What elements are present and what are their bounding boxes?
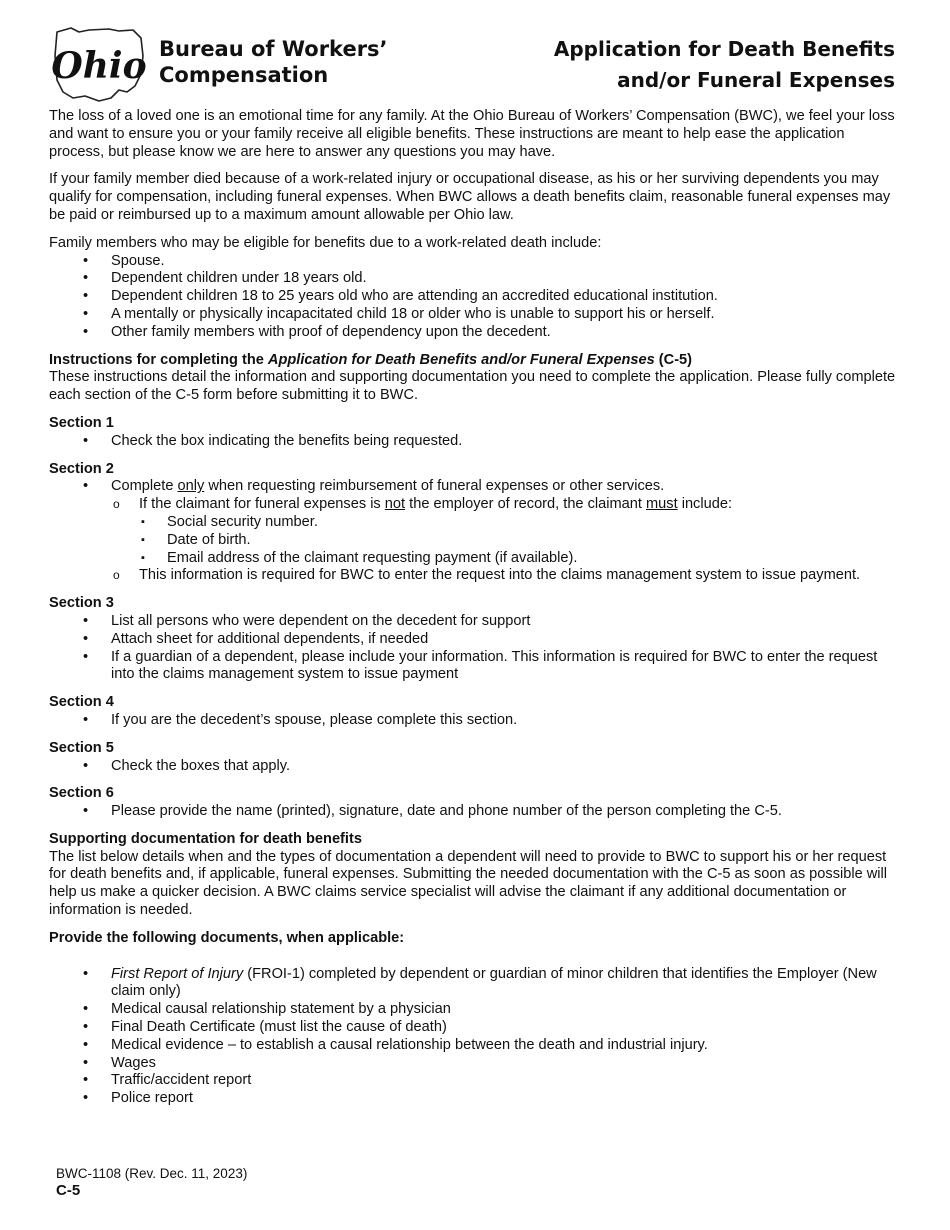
list-item: • Other family members with proof of dependency upon the decedent. [111,324,899,342]
section-5-list [49,758,899,776]
header [49,26,899,108]
list-item: • A mentally or physically incapacitated child 18 or older who is unable to support his or herself. [111,306,899,324]
footer [56,1165,247,1199]
list-item: o This information is required for BWC to enter the request into the claims management system to issue payment. [139,567,899,585]
section-4-heading: Section 4 [49,694,114,711]
section-5-heading: Section 5 [49,739,114,756]
list-item: • Dependent children under 18 years old. [111,270,899,288]
section-2-sublist [111,496,899,585]
instructions-heading: Instructions for completing the Application for Death Benefits and/or Funeral Expenses (C-5) [49,351,693,368]
list-item: • If you are the decedent’s spouse, please complete this section. [111,712,899,730]
documents-list [49,966,899,1108]
form-title [554,34,895,96]
list-item: • If a guardian of a dependent, please include your information. This information is required for BWC to enter the request into the claims management system to issue payment [111,649,899,685]
section-3-list [49,613,899,684]
section-6-heading: Section 6 [49,785,114,802]
form-title-line2: and/or Funeral Expenses [617,68,895,92]
intro-paragraph-2: If your family member died because of a work-related injury or occupational disease, as his or her surviving dependents you may qualify for compensation, including funeral expenses. When BWC allows a death benefits claim, reasonable funeral expenses may be paid or reimbursed up to a maximum amount allowable per Ohio law. [49,171,891,223]
section-3-heading: Section 3 [49,595,114,612]
intro-paragraph-3: Family members who may be eligible for benefits due to a work-related death include: [49,234,602,251]
list-item: • Dependent children 18 to 25 years old who are attending an accredited educational institution. [111,288,899,306]
list-item: • Please provide the name (printed), signature, date and phone number of the person completing the C-5. [111,803,899,821]
org-name-line1: Bureau of Workers’ [159,37,388,61]
list-item: • Check the box indicating the benefits being requested. [111,433,899,451]
instructions-body: These instructions detail the information and supporting documentation you need to complete the application. Please fully complete each section of the C-5 form before submitting it to BWC. [49,369,896,404]
list-item: • Police report [111,1090,899,1108]
claimant-info-list [139,514,899,567]
list-item: ▪ Social security number. [167,514,899,532]
provide-heading: Provide the following documents, when applicable: [49,929,405,946]
list-item: ▪ Date of birth. [167,532,899,550]
section-6-list [49,803,899,821]
list-item: • Attach sheet for additional dependents, if needed [111,631,899,649]
supporting-heading: Supporting documentation for death benefits [49,830,362,847]
list-item: o If the claimant for funeral expenses is not the employer of record, the claimant must include: ▪ Social security number. ▪ Date of birth. ▪ Email address of the claimant requesting payment (if available). [139,496,899,567]
organization-name [159,36,388,88]
list-item: • Complete only when requesting reimbursement of funeral expenses or other services. o If the claimant for funeral expenses is not the employer of record, the claimant must include: ▪ Social security number. ▪ Date of birth. ▪ Email address of the claimant requesting payment (if available). o This information is required for BWC to enter the request into the claims management system to issue payment. [111,478,899,585]
list-item: • Wages [111,1055,899,1073]
list-item: • Spouse. [111,253,899,271]
eligible-family-list [49,253,899,342]
svg-text:Ohio: Ohio [51,45,147,87]
list-item: • Final Death Certificate (must list the cause of death) [111,1019,899,1037]
list-item: • Check the boxes that apply. [111,758,899,776]
form-number: BWC-1108 (Rev. Dec. 11, 2023) [56,1166,248,1181]
list-item: • Medical causal relationship statement by a physician [111,1001,899,1019]
supporting-body: The list below details when and the types of documentation a dependent will need to provide to BWC to support his or her request for death benefits and, if applicable, funeral expenses. Submitting the needed documentation with the C-5 as soon as possible will help us make a quicker decision. A BWC claims service specialist will advise the claimant if any additional documentation or information is needed. [49,848,888,919]
form-code: C-5 [56,1182,81,1199]
intro-paragraph-1: The loss of a loved one is an emotional time for any family. At the Ohio Bureau of Workers’ Compensation (BWC), we feel your loss and want to ensure you or your family receive all eligible benefits. These instructions are meant to help ease the application process, but please know we are here to answer any questions you may have. [49,108,895,160]
list-item: • Traffic/accident report [111,1072,899,1090]
section-4-list [49,712,899,730]
section-2-heading: Section 2 [49,460,114,477]
section-1-heading: Section 1 [49,414,114,431]
list-item: • List all persons who were dependent on the decedent for support [111,613,899,631]
section-1-list [49,433,899,451]
ohio-logo [49,26,149,104]
document-page [49,26,899,1118]
form-title-line1: Application for Death Benefits [553,37,895,61]
list-item: • Medical evidence – to establish a causal relationship between the death and industrial injury. [111,1037,899,1055]
section-2-list [49,478,899,585]
list-item: ▪ Email address of the claimant requesting payment (if available). [167,550,899,568]
list-item: • First Report of Injury (FROI-1) completed by dependent or guardian of minor children that identifies the Employer (New claim only) [111,966,899,1002]
org-name-line2: Compensation [159,63,329,87]
